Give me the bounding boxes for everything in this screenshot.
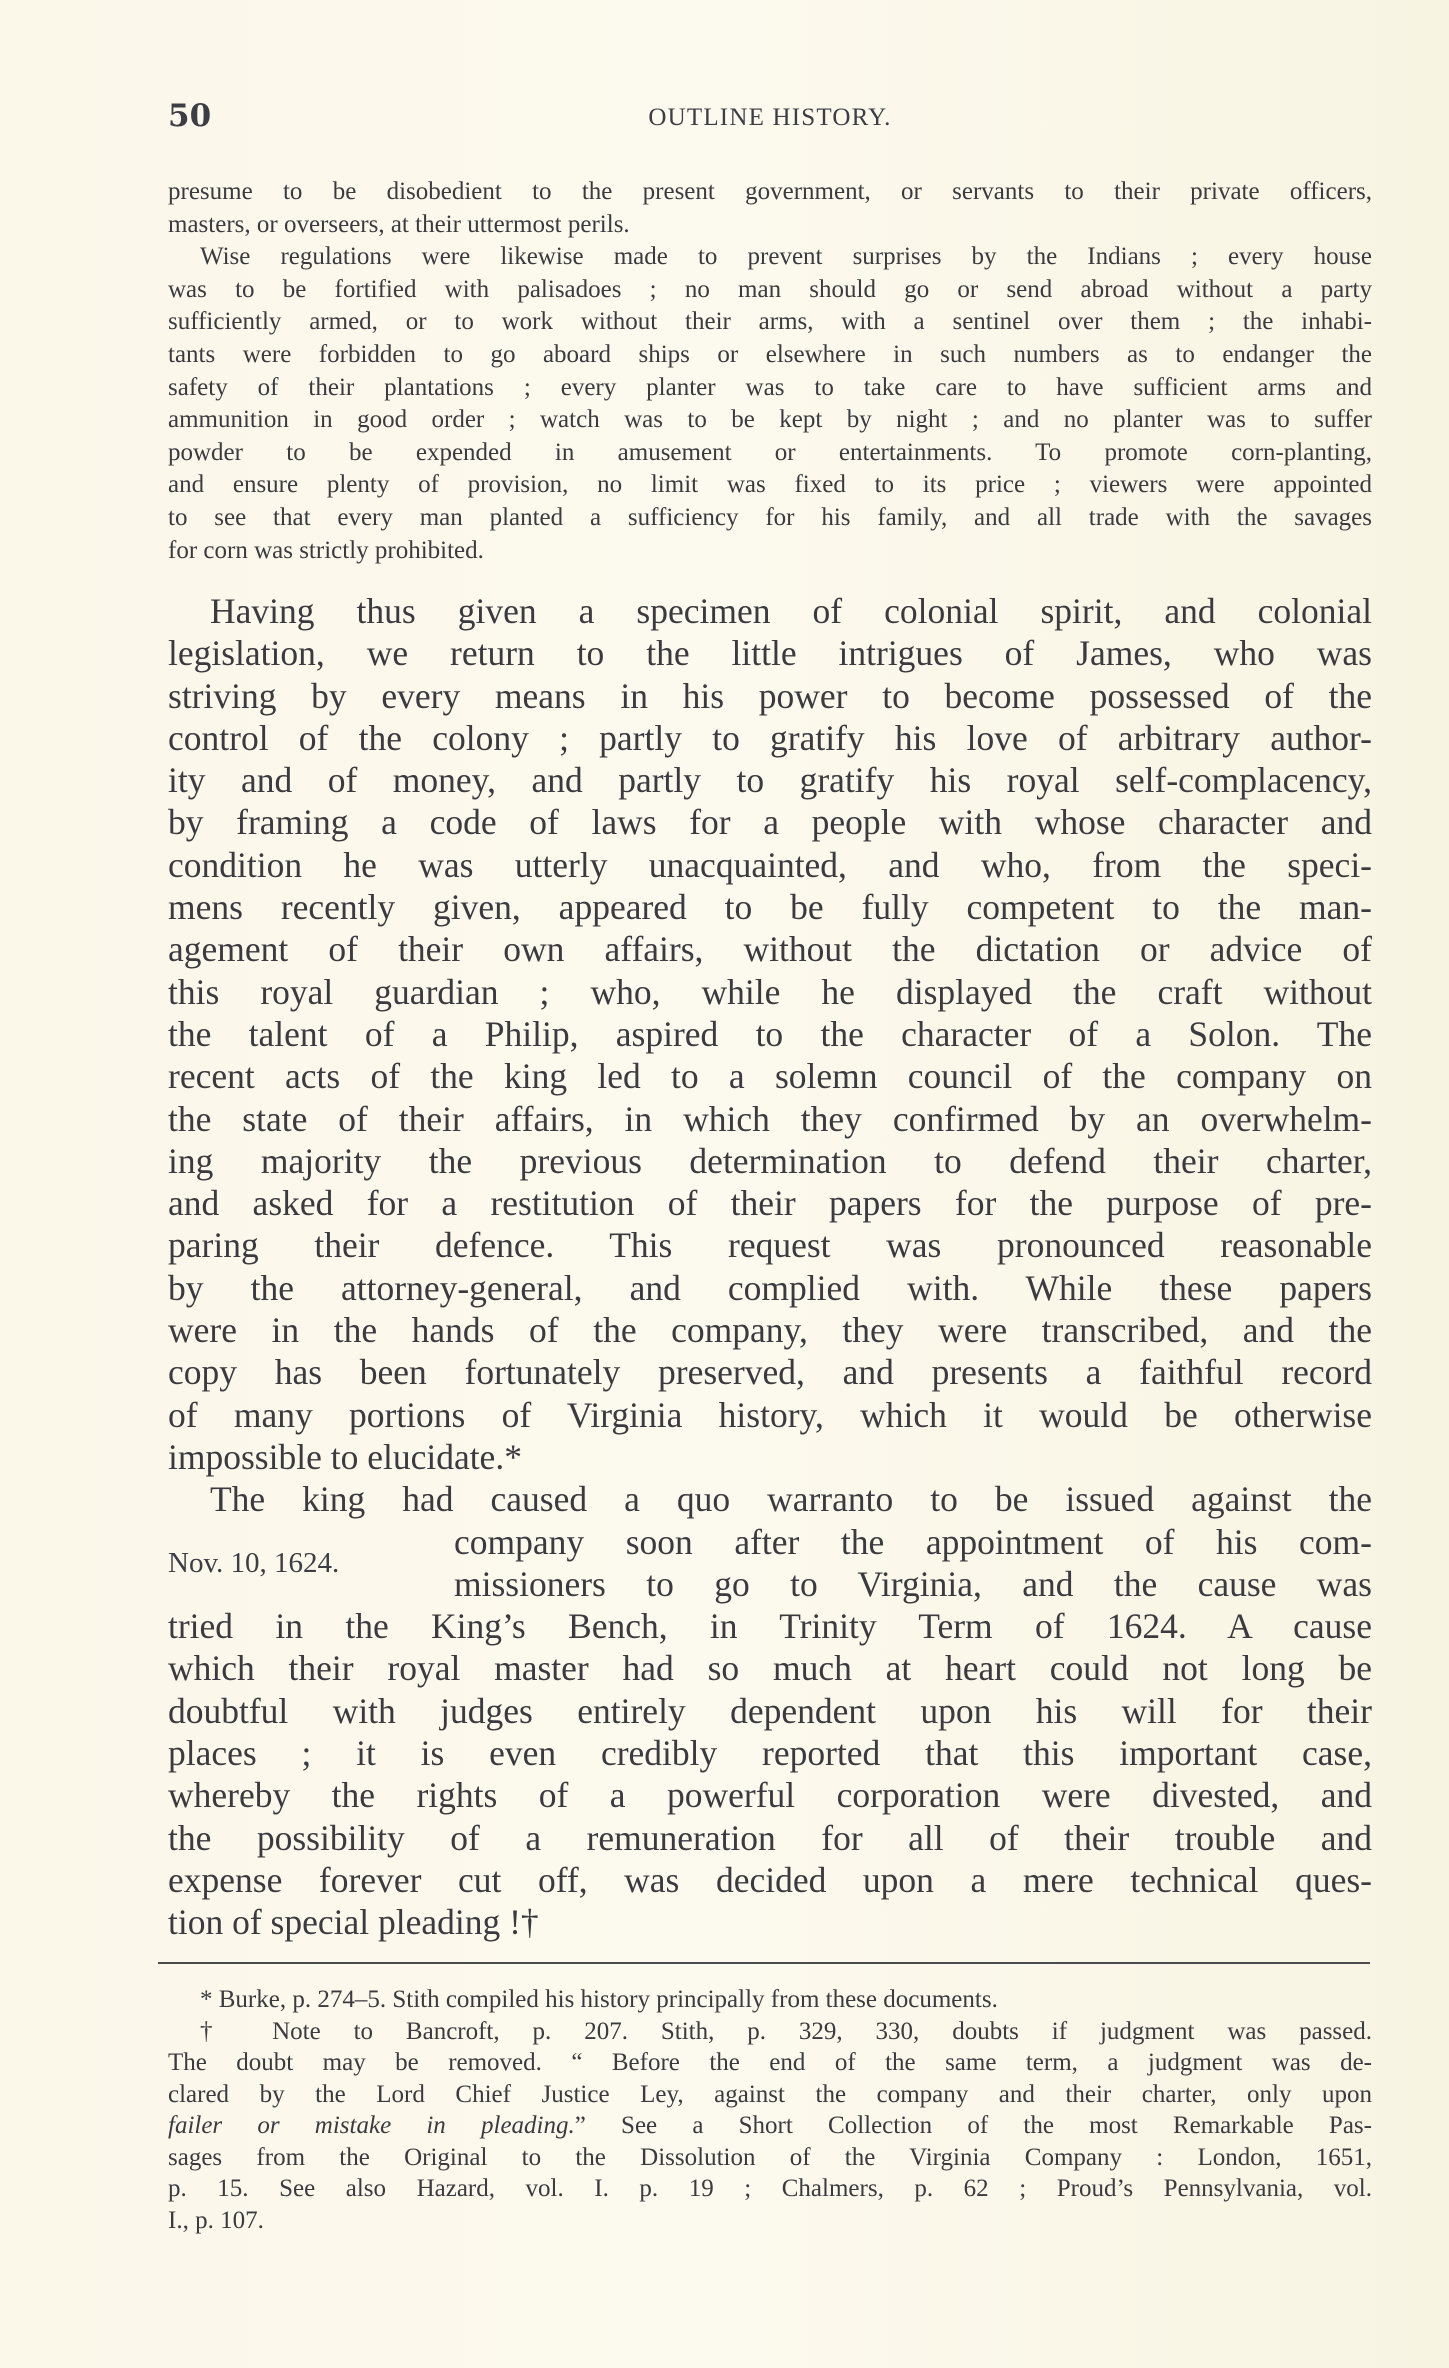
text-line: which their royal master had so much at heart could not long be	[168, 1648, 1372, 1689]
text-line: doubtful with judges entirely dependent upon his will for their	[168, 1690, 1372, 1731]
text-line: ity and of money, and partly to gratify his royal self-complacency,	[168, 760, 1372, 801]
footnote-2	[168, 2016, 1372, 2237]
italic-quote: failer or mistake in pleading.	[168, 2112, 575, 2139]
text-line: I., p. 107.	[168, 2206, 264, 2234]
extract-block	[168, 176, 1372, 567]
text-line: p. 15. See also Hazard, vol. I. p. 19 ; Chalmers, p. 62 ; Proud’s Pennsylvania, vol.	[168, 2175, 1372, 2202]
footnotes	[168, 1984, 1372, 2236]
text-line	[168, 2110, 1372, 2142]
text-line: safety of their plantations ; every planter was to take care to have sufficient arms and	[168, 373, 1372, 401]
text-line: ammunition in good order ; watch was to be kept by night ; and no planter was to suffer	[168, 406, 1372, 434]
text-line: by framing a code of laws for a people with whose character and	[168, 802, 1372, 843]
text-line: mens recently given, appeared to be fully competent to the man-	[168, 887, 1372, 928]
text-line: sages from the Original to the Dissolution of the Virginia Company : London, 1651,	[168, 2143, 1372, 2171]
text-line: impossible to elucidate.*	[168, 1436, 522, 1477]
extract-paragraph-1	[168, 176, 1372, 241]
text-line: clared by the Lord Chief Justice Ley, against the company and their charter, only upon	[168, 2080, 1372, 2108]
text-line: missioners to go to Virginia, and the cause was	[454, 1563, 1372, 1604]
text-line: for corn was strictly prohibited.	[168, 536, 484, 564]
text-line: legislation, we return to the little intrigues of James, who was	[168, 633, 1372, 674]
text-line: presume to be disobedient to the present government, or servants to their private officers,	[168, 178, 1372, 205]
extract-paragraph-2	[168, 241, 1372, 567]
footnote-1	[168, 1984, 1372, 2016]
text-line: whereby the rights of a powerful corporation were divested, and	[168, 1775, 1372, 1816]
text-line: expense forever cut off, was decided upon a mere technical ques-	[168, 1859, 1372, 1900]
text-line: Having thus given a specimen of colonial spirit, and colonial	[210, 591, 1372, 631]
text-line: Wise regulations were likewise made to prevent surprises by the Indians ; every house	[200, 243, 1372, 271]
text-line: and asked for a restitution of their papers for the purpose of pre-	[168, 1183, 1372, 1224]
body-paragraph-2	[168, 1478, 1372, 1943]
text-line: this royal guardian ; who, while he displayed the craft without	[168, 971, 1372, 1012]
footnote-divider	[158, 1962, 1370, 1964]
text-line: agement of their own affairs, without the dictation or advice of	[168, 929, 1372, 970]
body-paragraph-1	[168, 590, 1372, 1478]
margin-date-sidenote: Nov. 10, 1624.	[168, 1546, 340, 1579]
text-line: * Burke, p. 274–5. Stith compiled his history principally from these documents.	[200, 1986, 998, 2013]
text-line: The doubt may be removed. “ Before the end of the same term, a judgment was de-	[168, 2049, 1372, 2076]
text-line: control of the colony ; partly to gratify his love of arbitrary author-	[168, 717, 1372, 758]
text-line: copy has been fortunately preserved, and presents a faithful record	[168, 1352, 1372, 1393]
text-line: tried in the King’s Bench, in Trinity Term of 1624. A cause	[168, 1606, 1372, 1647]
text-line: and ensure plenty of provision, no limit was fixed to its price ; viewers were appointed	[168, 471, 1372, 499]
sidenote-row	[168, 1521, 1372, 1606]
text-line: was to be fortified with palisadoes ; no man should go or send abroad without a party	[168, 275, 1372, 303]
text-line: masters, or overseers, at their uttermost perils.	[168, 210, 630, 238]
text-line: were in the hands of the company, they were transcribed, and the	[168, 1310, 1372, 1351]
text-line: tants were forbidden to go aboard ships or elsewhere in such numbers as to endanger the	[168, 340, 1372, 368]
text-line: the state of their affairs, in which they confirmed by an overwhelm-	[168, 1098, 1372, 1139]
text-line: sufficiently armed, or to work without their arms, with a sentinel over them ; the inhabi-	[168, 308, 1372, 336]
text-line: † Note to Bancroft, p. 207. Stith, p. 329, 330, doubts if judgment was passed.	[200, 2017, 1372, 2045]
text-line: recent acts of the king led to a solemn council of the company on	[168, 1056, 1372, 1097]
text-line: by the attorney-general, and complied with. While these papers	[168, 1267, 1372, 1308]
text-line: the possibility of a remuneration for all of their trouble and	[168, 1817, 1372, 1858]
running-head	[168, 96, 1372, 136]
main-body	[168, 590, 1372, 1944]
text-line: The king had caused a quo warranto to be issued against the	[210, 1479, 1372, 1520]
sidenote-text-lines	[454, 1521, 1372, 1606]
text-line: to see that every man planted a sufficiency for his family, and all trade with the savages	[168, 503, 1372, 531]
text-fragment: ” See a Short Collection of the most Remarkable Pas-	[574, 2112, 1372, 2139]
text-line: paring their defence. This request was pronounced reasonable	[168, 1225, 1372, 1266]
text-line: striving by every means in his power to become possessed of the	[168, 675, 1372, 716]
text-line: the talent of a Philip, aspired to the character of a Solon. The	[168, 1013, 1372, 1054]
text-line: ing majority the previous determination to defend their charter,	[168, 1140, 1372, 1181]
page-number: 50	[168, 98, 212, 134]
text-line: company soon after the appointment of his com-	[454, 1521, 1372, 1562]
text-line: powder to be expended in amusement or entertainments. To promote corn-planting,	[168, 438, 1372, 466]
text-line: of many portions of Virginia history, which it would be otherwise	[168, 1394, 1372, 1435]
text-line: tion of special pleading !†	[168, 1902, 539, 1943]
text-line: condition he was utterly unacquainted, and who, from the speci-	[168, 844, 1372, 885]
text-line: places ; it is even credibly reported that this important case,	[168, 1733, 1372, 1774]
running-title: OUTLINE HISTORY.	[648, 104, 892, 131]
